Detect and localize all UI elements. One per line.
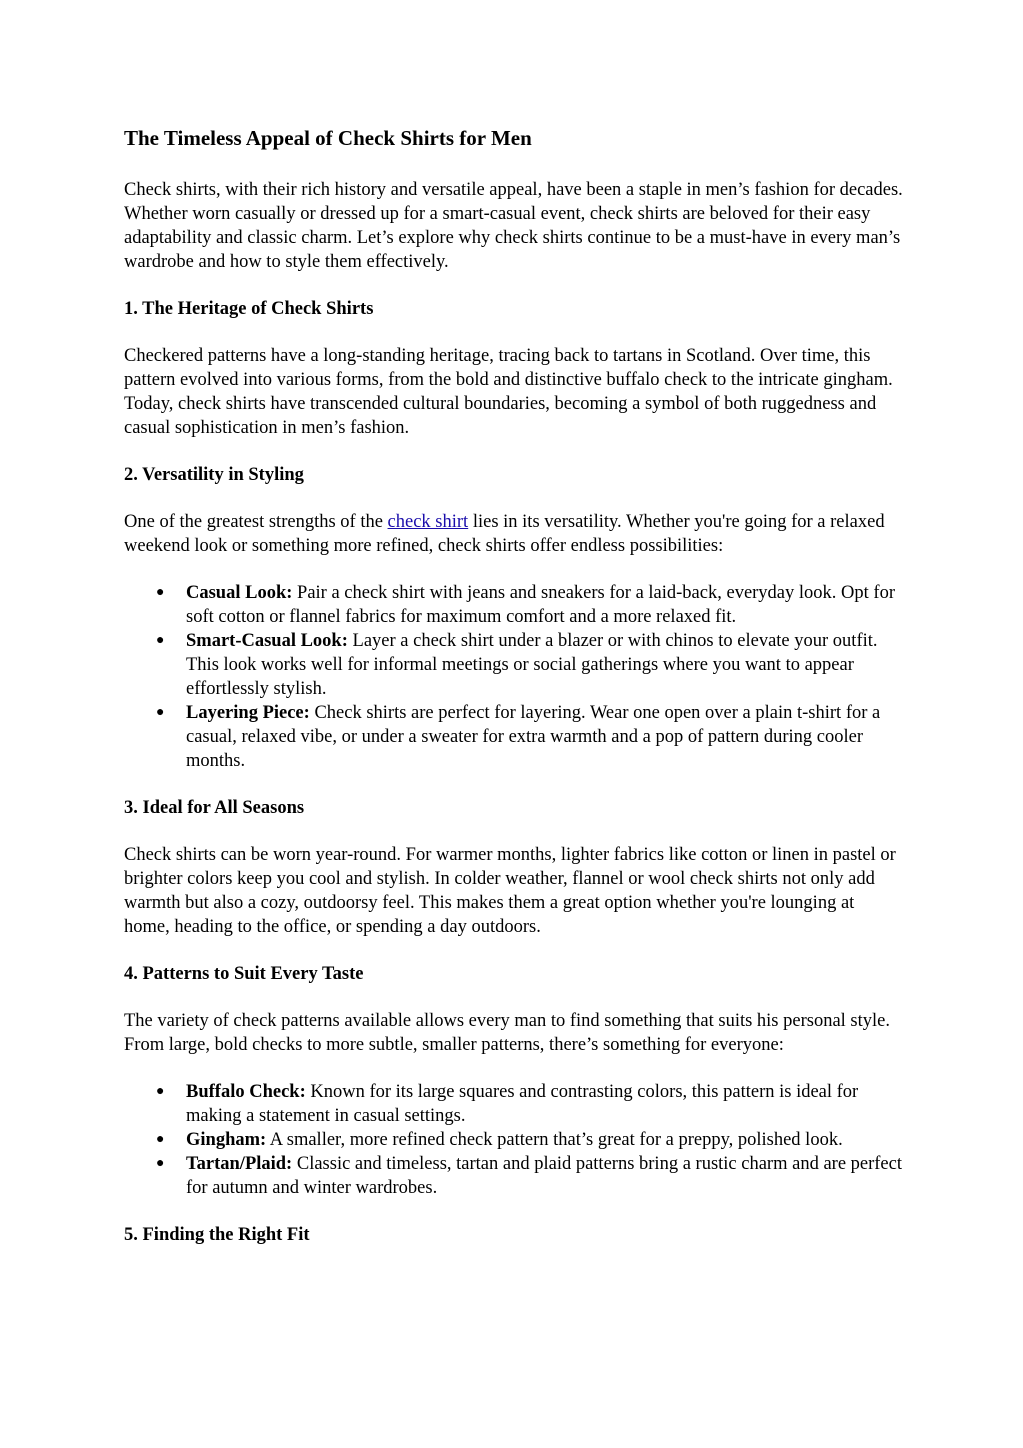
list-item bbox=[156, 581, 904, 629]
list-item-text: Known for its large squares and contrasting colors, this pattern is ideal for making a statement in casual settings. bbox=[186, 1082, 859, 1126]
paragraph-text: One of the greatest strengths of the bbox=[124, 512, 388, 532]
styling-list bbox=[124, 581, 904, 773]
page-title: The Timeless Appeal of Check Shirts for Men bbox=[124, 126, 532, 150]
section-heading-seasons: 3. Ideal for All Seasons bbox=[124, 798, 305, 818]
list-item-label: Layering Piece: bbox=[186, 703, 310, 723]
document-page bbox=[124, 125, 904, 1270]
section-heading-heritage: 1. The Heritage of Check Shirts bbox=[124, 299, 374, 319]
section-paragraph-heritage: Checkered patterns have a long-standing heritage, tracing back to tartans in Scotland. Over time, this pattern evolved into various forms, from the bold and distinctive buffalo check to the intricate gingham. Today, check shirts have transcended cultural boundaries, becoming a symbol of both ruggedness and casual sophistication in men’s fashion. bbox=[124, 346, 893, 438]
list-item-text: Check shirts are perfect for layering. Wear one open over a plain t-shirt for a casual, relaxed vibe, or under a sweater for extra warmth and a pop of pattern during cooler months. bbox=[186, 703, 881, 771]
paragraph-text: lies in its versatility. Whether you're going for a relaxed weekend look or something more refined, check shirts offer endless possibilities: bbox=[124, 512, 885, 556]
list-item-label: Tartan/Plaid: bbox=[186, 1154, 293, 1174]
list-item bbox=[156, 629, 904, 701]
list-item-text: Layer a check shirt under a blazer or with chinos to elevate your outfit. This look works well for informal meetings or social gatherings where you want to appear effortlessly stylish. bbox=[186, 631, 878, 699]
list-item-text: Pair a check shirt with jeans and sneakers for a laid-back, everyday look. Opt for soft cotton or flannel fabrics for maximum comfort and a more relaxed fit. bbox=[186, 583, 895, 627]
intro-paragraph: Check shirts, with their rich history and versatile appeal, have been a staple in men’s fashion for decades. Whether worn casually or dressed up for a smart-casual event, check shirts are beloved for their easy adaptability and classic charm. Let’s explore why check shirts continue to be a must-have in every man’s wardrobe and how to style them effectively. bbox=[124, 180, 903, 272]
check-shirt-link[interactable]: check shirt bbox=[387, 512, 469, 532]
section-paragraph-versatility bbox=[124, 510, 904, 558]
bullet-icon: ● bbox=[156, 1084, 165, 1099]
bullet-icon: ● bbox=[156, 1132, 165, 1147]
list-item-label: Smart-Casual Look: bbox=[186, 631, 348, 651]
bullet-icon: ● bbox=[156, 585, 165, 600]
patterns-list bbox=[124, 1080, 904, 1200]
section-heading-patterns: 4. Patterns to Suit Every Taste bbox=[124, 964, 364, 984]
list-item bbox=[156, 1152, 904, 1200]
bullet-icon: ● bbox=[156, 705, 165, 720]
list-item-label: Buffalo Check: bbox=[186, 1082, 306, 1102]
section-paragraph-patterns: The variety of check patterns available allows every man to find something that suits his personal style. From large, bold checks to more subtle, smaller patterns, there’s something for everyone: bbox=[124, 1011, 890, 1055]
list-item-text: A smaller, more refined check pattern that’s great for a preppy, polished look. bbox=[266, 1130, 843, 1150]
section-heading-versatility: 2. Versatility in Styling bbox=[124, 465, 304, 485]
list-item-label: Casual Look: bbox=[186, 583, 293, 603]
list-item-label: Gingham: bbox=[186, 1130, 267, 1150]
bullet-icon: ● bbox=[156, 1156, 165, 1171]
section-paragraph-seasons: Check shirts can be worn year-round. For warmer months, lighter fabrics like cotton or linen in pastel or brighter colors keep you cool and stylish. In colder weather, flannel or wool check shirts not only add warmth but also a cozy, outdoorsy feel. This makes them a great option whether you're lounging at home, heading to the office, or spending a day outdoors. bbox=[124, 845, 896, 937]
list-item bbox=[156, 1080, 904, 1128]
list-item bbox=[156, 1128, 904, 1152]
bullet-icon: ● bbox=[156, 633, 165, 648]
list-item-text: Classic and timeless, tartan and plaid patterns bring a rustic charm and are perfect for autumn and winter wardrobes. bbox=[186, 1154, 902, 1198]
section-heading-fit: 5. Finding the Right Fit bbox=[124, 1225, 310, 1245]
list-item bbox=[156, 701, 904, 773]
